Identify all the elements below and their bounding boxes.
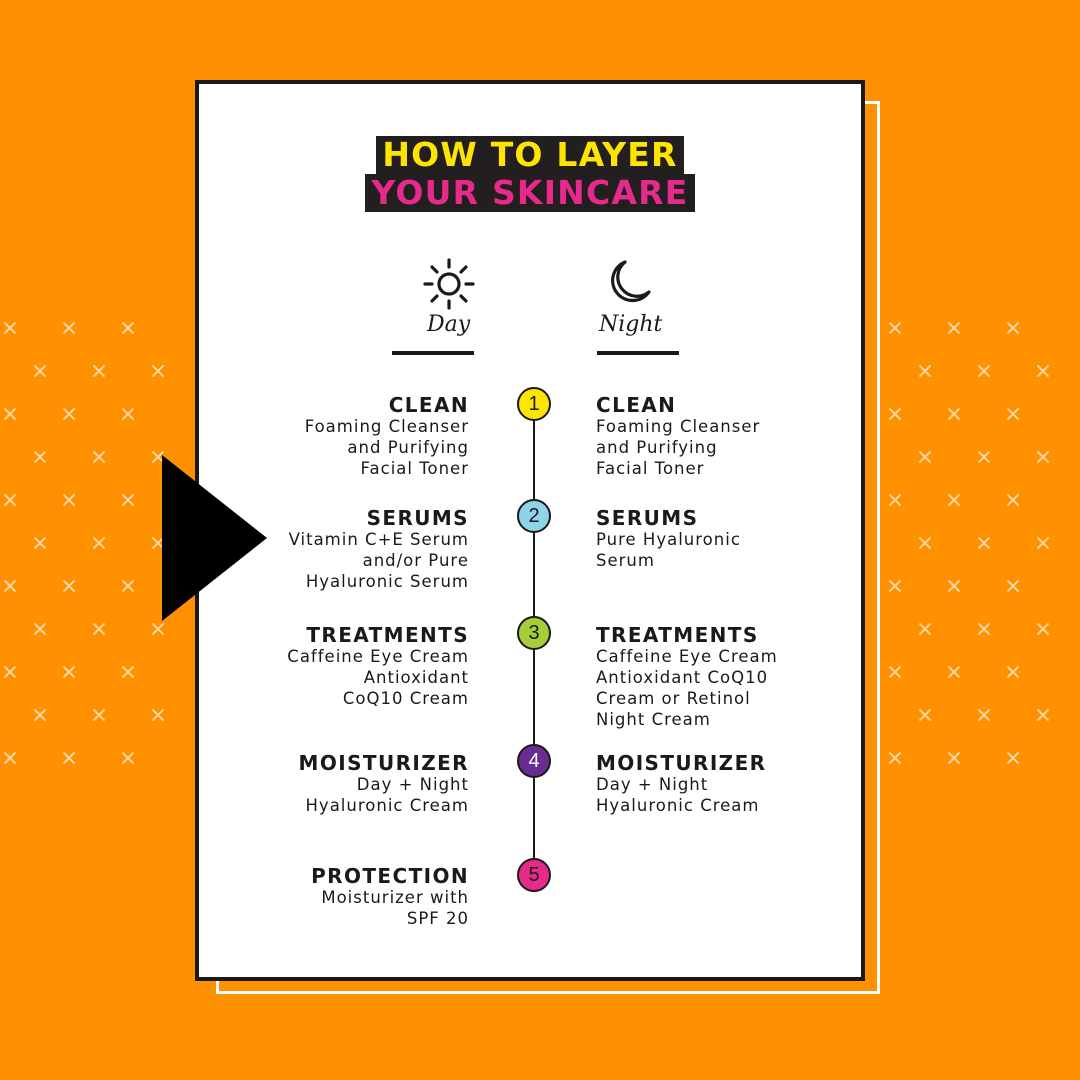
x-pattern-mark — [944, 490, 964, 510]
day-underline — [392, 351, 474, 355]
play-triangle-icon — [162, 455, 267, 621]
step-title: SERUMS — [596, 506, 699, 530]
step-title: SERUMS — [366, 506, 469, 530]
x-pattern-mark — [0, 576, 20, 596]
night-label: Night — [599, 312, 663, 337]
x-pattern-mark — [89, 447, 109, 467]
step-title: CLEAN — [596, 393, 677, 417]
x-pattern-mark — [118, 662, 138, 682]
x-pattern-mark — [59, 748, 79, 768]
step-description: Pure Hyaluronic Serum — [596, 530, 741, 570]
x-pattern-mark — [118, 576, 138, 596]
step-number-circle: 4 — [517, 744, 551, 778]
x-pattern-mark — [118, 748, 138, 768]
x-pattern-mark — [974, 533, 994, 553]
step-description: Moisturizer with SPF 20 — [321, 888, 469, 928]
x-pattern-mark — [30, 705, 50, 725]
x-pattern-mark — [89, 705, 109, 725]
title-line-1: HOW TO LAYER — [376, 136, 683, 174]
x-pattern-mark — [885, 662, 905, 682]
moon-icon — [603, 256, 655, 308]
x-pattern-mark — [59, 318, 79, 338]
night-underline — [597, 351, 679, 355]
x-pattern-mark — [118, 404, 138, 424]
step-description: Day + Night Hyaluronic Cream — [596, 775, 760, 815]
night-step — [596, 507, 836, 571]
title-line-2: YOUR SKINCARE — [365, 174, 694, 212]
x-pattern-mark — [1003, 490, 1023, 510]
x-pattern-mark — [118, 490, 138, 510]
x-pattern-mark — [118, 318, 138, 338]
x-pattern-mark — [59, 404, 79, 424]
day-step — [209, 865, 469, 929]
x-pattern-mark — [0, 662, 20, 682]
x-pattern-mark — [1033, 533, 1053, 553]
step-description: Foaming Cleanser and Purifying Facial Toner — [304, 417, 469, 478]
x-pattern-mark — [915, 361, 935, 381]
step-number-circle: 2 — [517, 499, 551, 533]
x-pattern-mark — [885, 748, 905, 768]
x-pattern-mark — [944, 662, 964, 682]
x-pattern-mark — [148, 361, 168, 381]
step-title: MOISTURIZER — [298, 751, 469, 775]
x-pattern-mark — [974, 619, 994, 639]
x-pattern-mark — [0, 490, 20, 510]
sun-icon — [421, 256, 477, 312]
x-pattern-mark — [1003, 662, 1023, 682]
step-title: MOISTURIZER — [596, 751, 767, 775]
step-number-circle: 5 — [517, 858, 551, 892]
x-pattern-mark — [944, 404, 964, 424]
x-pattern-mark — [30, 361, 50, 381]
step-title: TREATMENTS — [306, 623, 469, 647]
step-title: PROTECTION — [311, 864, 469, 888]
x-pattern-mark — [89, 361, 109, 381]
night-step — [596, 624, 836, 730]
x-pattern-mark — [944, 748, 964, 768]
step-description: Vitamin C+E Serum and/or Pure Hyaluronic Serum — [288, 530, 469, 591]
x-pattern-mark — [1033, 361, 1053, 381]
x-pattern-mark — [30, 447, 50, 467]
x-pattern-mark — [915, 619, 935, 639]
x-pattern-mark — [974, 705, 994, 725]
x-pattern-mark — [59, 662, 79, 682]
x-pattern-mark — [1003, 748, 1023, 768]
day-step — [209, 624, 469, 709]
night-step — [596, 394, 836, 479]
x-pattern-mark — [1003, 318, 1023, 338]
x-pattern-mark — [30, 533, 50, 553]
x-pattern-mark — [89, 533, 109, 553]
x-pattern-mark — [885, 576, 905, 596]
x-pattern-mark — [974, 361, 994, 381]
x-pattern-mark — [885, 404, 905, 424]
x-pattern-mark — [944, 318, 964, 338]
day-step — [209, 752, 469, 816]
x-pattern-mark — [1033, 447, 1053, 467]
x-pattern-mark — [1033, 705, 1053, 725]
step-title: TREATMENTS — [596, 623, 759, 647]
step-title: CLEAN — [388, 393, 469, 417]
infographic-card — [195, 80, 865, 981]
x-pattern-mark — [944, 576, 964, 596]
step-description: Caffeine Eye Cream Antioxidant CoQ10 Cream or Retinol Night Cream — [596, 647, 778, 729]
x-pattern-mark — [148, 705, 168, 725]
step-description: Day + Night Hyaluronic Cream — [305, 775, 469, 815]
step-description: Foaming Cleanser and Purifying Facial Toner — [596, 417, 761, 478]
x-pattern-mark — [885, 318, 905, 338]
x-pattern-mark — [1003, 404, 1023, 424]
x-pattern-mark — [974, 447, 994, 467]
x-pattern-mark — [915, 533, 935, 553]
x-pattern-mark — [1033, 619, 1053, 639]
x-pattern-mark — [59, 576, 79, 596]
x-pattern-mark — [30, 619, 50, 639]
x-pattern-mark — [0, 404, 20, 424]
x-pattern-mark — [915, 447, 935, 467]
x-pattern-mark — [89, 619, 109, 639]
x-pattern-mark — [148, 619, 168, 639]
x-pattern-mark — [59, 490, 79, 510]
step-number-circle: 3 — [517, 616, 551, 650]
x-pattern-mark — [0, 748, 20, 768]
step-number-circle: 1 — [517, 387, 551, 421]
x-pattern-mark — [1003, 576, 1023, 596]
title-block — [199, 136, 861, 212]
day-label: Day — [427, 312, 471, 337]
step-description: Caffeine Eye Cream Antioxidant CoQ10 Cream — [287, 647, 469, 708]
night-step — [596, 752, 836, 816]
x-pattern-mark — [915, 705, 935, 725]
x-pattern-mark — [0, 318, 20, 338]
x-pattern-mark — [885, 490, 905, 510]
